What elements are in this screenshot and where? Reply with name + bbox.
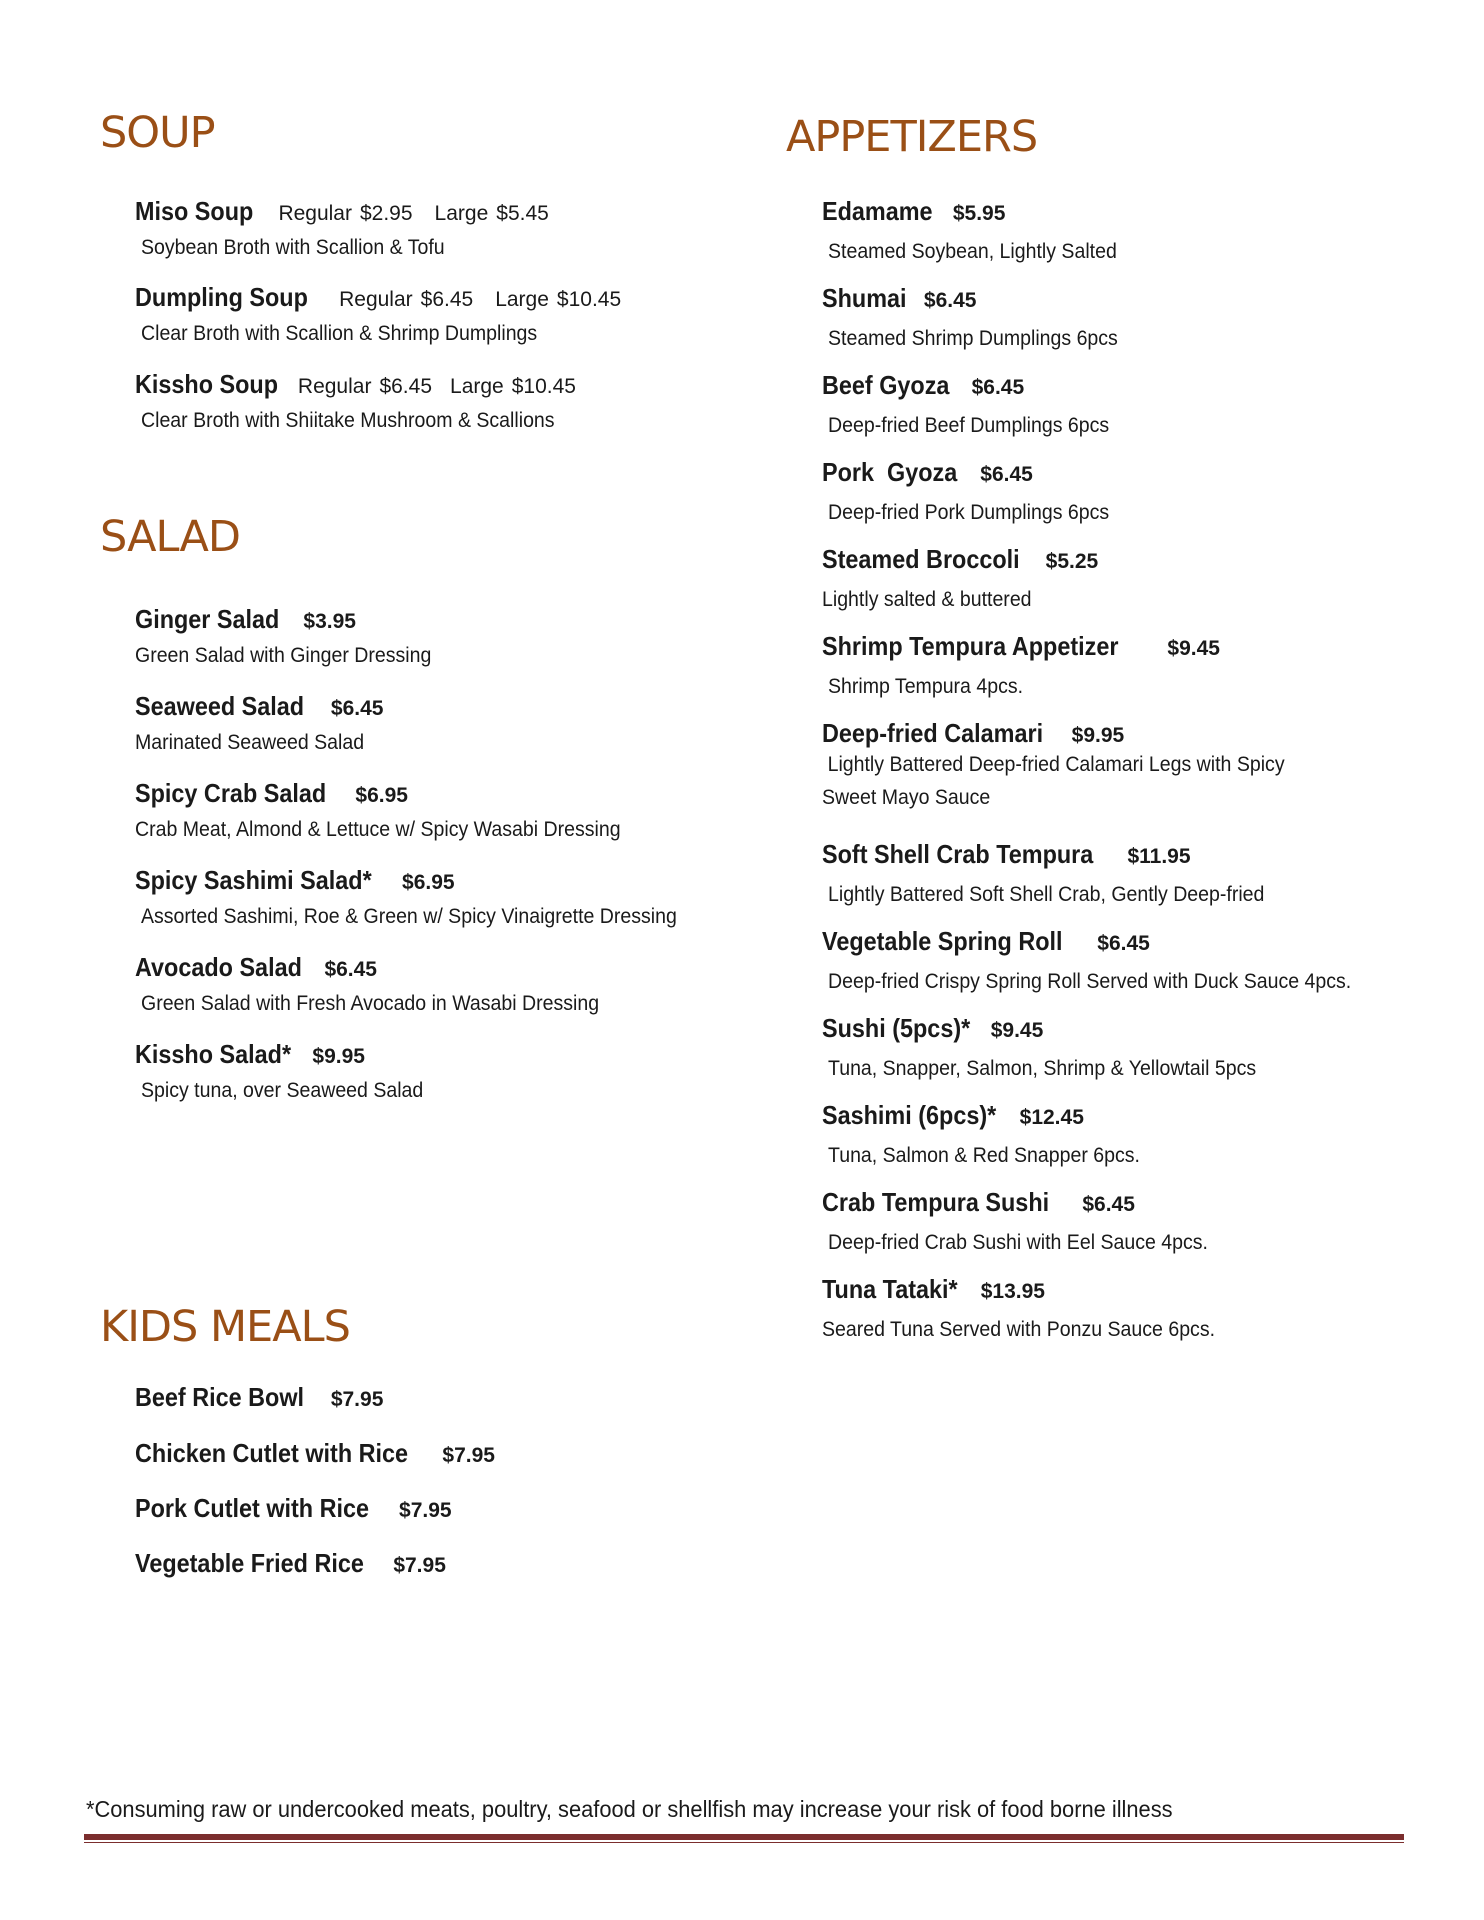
- item-name: Shrimp Tempura Appetizer: [822, 631, 1119, 661]
- item-price: $6.95: [355, 784, 408, 807]
- menu-item: [135, 604, 356, 635]
- item-description: Marinated Seaweed Salad: [135, 731, 365, 754]
- item-price: $12.45: [1019, 1106, 1084, 1129]
- item-description: Shrimp Tempura 4pcs.: [828, 675, 1024, 698]
- footer-divider: [84, 1834, 1404, 1840]
- item-description: Lightly Battered Soft Shell Crab, Gently Deep-fried: [828, 883, 1265, 906]
- item-description: Lightly salted & buttered: [822, 588, 1032, 611]
- footer-divider-thin: [84, 1842, 1404, 1843]
- menu-item: [822, 718, 1124, 749]
- regular-label: Regular: [278, 202, 352, 225]
- item-name: Seaweed Salad: [135, 691, 305, 721]
- kids-meals-heading: KIDS MEALS: [100, 1302, 350, 1352]
- menu-item: [135, 1438, 495, 1469]
- menu-item: [135, 778, 408, 809]
- item-name: Ginger Salad: [135, 604, 280, 634]
- item-price: $11.95: [1127, 845, 1191, 868]
- item-name: Chicken Cutlet with Rice: [135, 1438, 409, 1468]
- item-name: Dumpling Soup: [135, 282, 308, 312]
- item-description: Crab Meat, Almond & Lettuce w/ Spicy Wasabi Dressing: [135, 818, 621, 841]
- item-name: Miso Soup: [135, 196, 254, 226]
- item-name: Steamed Broccoli: [822, 544, 1020, 574]
- menu-item: [135, 952, 377, 983]
- item-name: Pork Cutlet with Rice: [135, 1493, 370, 1523]
- item-name: Edamame: [822, 196, 933, 226]
- menu-item: [135, 1382, 383, 1413]
- item-price: $3.95: [303, 610, 356, 633]
- item-price: $5.95: [952, 202, 1006, 225]
- menu-item: [135, 1039, 365, 1070]
- menu-item: [822, 196, 1005, 227]
- menu-item: [135, 691, 383, 722]
- item-name: Tuna Tataki*: [822, 1274, 958, 1304]
- item-name: Crab Tempura Sushi: [822, 1187, 1050, 1217]
- item-description: Steamed Soybean, Lightly Salted: [828, 240, 1117, 263]
- menu-item: [135, 369, 576, 400]
- large-price: $10.45: [556, 288, 622, 311]
- item-price: $5.25: [1045, 550, 1099, 573]
- item-name: Kissho Soup: [135, 369, 279, 399]
- regular-label: Regular: [297, 375, 372, 398]
- item-price: $7.95: [330, 1388, 384, 1411]
- food-safety-disclaimer: *Consuming raw or undercooked meats, poultry, seafood or shellfish may increase your risk of food borne illness: [86, 1796, 1173, 1822]
- large-price: $5.45: [496, 202, 549, 225]
- item-name: Deep-fried Calamari: [822, 718, 1044, 748]
- regular-price: $6.45: [420, 288, 474, 311]
- item-price: $9.95: [1071, 724, 1125, 747]
- item-name: Sushi (5pcs)*: [822, 1013, 971, 1043]
- large-label: Large: [495, 288, 549, 311]
- menu-item: [822, 283, 976, 314]
- menu-item: [135, 1493, 452, 1524]
- item-name: Soft Shell Crab Tempura: [822, 839, 1094, 869]
- item-description: Green Salad with Ginger Dressing: [135, 644, 432, 667]
- item-name: Shumai: [822, 283, 907, 313]
- item-description: Deep-fried Crispy Spring Roll Served with Duck Sauce 4pcs.: [828, 970, 1352, 993]
- large-price: $10.45: [511, 375, 576, 398]
- menu-item: [822, 544, 1098, 575]
- item-price: $9.95: [312, 1045, 365, 1068]
- item-price: $6.45: [971, 376, 1025, 399]
- appetizers-heading: APPETIZERS: [786, 112, 1038, 162]
- item-name: Kissho Salad*: [135, 1039, 292, 1069]
- item-price: $7.95: [442, 1444, 495, 1467]
- item-description: Clear Broth with Shiitake Mushroom & Scallions: [141, 409, 555, 432]
- item-name: Vegetable Fried Rice: [135, 1548, 364, 1578]
- item-description: Green Salad with Fresh Avocado in Wasabi Dressing: [141, 992, 600, 1015]
- item-price: $7.95: [399, 1499, 452, 1522]
- item-price: $6.45: [1097, 932, 1150, 955]
- menu-item: [135, 1548, 446, 1579]
- item-price: $6.45: [324, 958, 377, 981]
- item-price: $6.45: [330, 697, 384, 720]
- item-name: Sashimi (6pcs)*: [822, 1100, 997, 1130]
- item-description: Lightly Battered Deep-fried Calamari Legs with Spicy Sweet Mayo Sauce: [822, 753, 1285, 809]
- item-name: Pork Gyoza: [822, 457, 958, 487]
- item-price: $6.45: [980, 463, 1033, 486]
- item-description: Tuna, Snapper, Salmon, Shrimp & Yellowtail 5pcs: [828, 1057, 1257, 1080]
- regular-price: $2.95: [359, 202, 413, 225]
- item-description: Soybean Broth with Scallion & Tofu: [141, 236, 445, 259]
- item-description: Tuna, Salmon & Red Snapper 6pcs.: [828, 1144, 1140, 1167]
- item-description: Deep-fried Crab Sushi with Eel Sauce 4pcs.: [828, 1231, 1208, 1254]
- menu-item: [135, 196, 549, 227]
- menu-item: [822, 1013, 1043, 1044]
- menu-item: [822, 1100, 1084, 1131]
- item-description: Seared Tuna Served with Ponzu Sauce 6pcs.: [822, 1318, 1216, 1341]
- item-price: $9.45: [990, 1019, 1044, 1042]
- item-price: $7.95: [393, 1554, 446, 1577]
- salad-heading: SALAD: [100, 512, 240, 562]
- soup-heading: SOUP: [100, 108, 215, 158]
- large-label: Large: [450, 375, 504, 398]
- item-name: Beef Rice Bowl: [135, 1382, 305, 1412]
- item-price: $6.95: [402, 871, 455, 894]
- menu-item: [822, 1187, 1135, 1218]
- item-price: $6.45: [1082, 1193, 1135, 1216]
- item-name: Avocado Salad: [135, 952, 302, 982]
- item-price: $6.45: [923, 289, 977, 312]
- item-description: Clear Broth with Scallion & Shrimp Dumplings: [141, 322, 538, 345]
- item-description: Deep-fried Beef Dumplings 6pcs: [828, 414, 1110, 437]
- menu-item: [822, 631, 1220, 662]
- menu-item: [822, 926, 1150, 957]
- menu-item: [822, 1274, 1045, 1305]
- item-description: Spicy tuna, over Seaweed Salad: [141, 1079, 424, 1102]
- menu-item: [135, 282, 621, 313]
- item-description: Deep-fried Pork Dumplings 6pcs: [828, 501, 1110, 524]
- item-price: $9.45: [1167, 637, 1220, 660]
- menu-item: [822, 839, 1191, 870]
- item-price: $13.95: [980, 1280, 1045, 1303]
- large-label: Large: [434, 202, 489, 225]
- item-description: Assorted Sashimi, Roe & Green w/ Spicy Vinaigrette Dressing: [141, 905, 677, 928]
- menu-item: [135, 865, 455, 896]
- menu-item: [822, 457, 1033, 488]
- item-name: Beef Gyoza: [822, 370, 950, 400]
- regular-label: Regular: [339, 288, 413, 311]
- item-description: Steamed Shrimp Dumplings 6pcs: [828, 327, 1118, 350]
- item-name: Spicy Crab Salad: [135, 778, 327, 808]
- item-name: Vegetable Spring Roll: [822, 926, 1063, 956]
- item-name: Spicy Sashimi Salad*: [135, 865, 372, 895]
- menu-item: [822, 370, 1024, 401]
- regular-price: $6.45: [379, 375, 433, 398]
